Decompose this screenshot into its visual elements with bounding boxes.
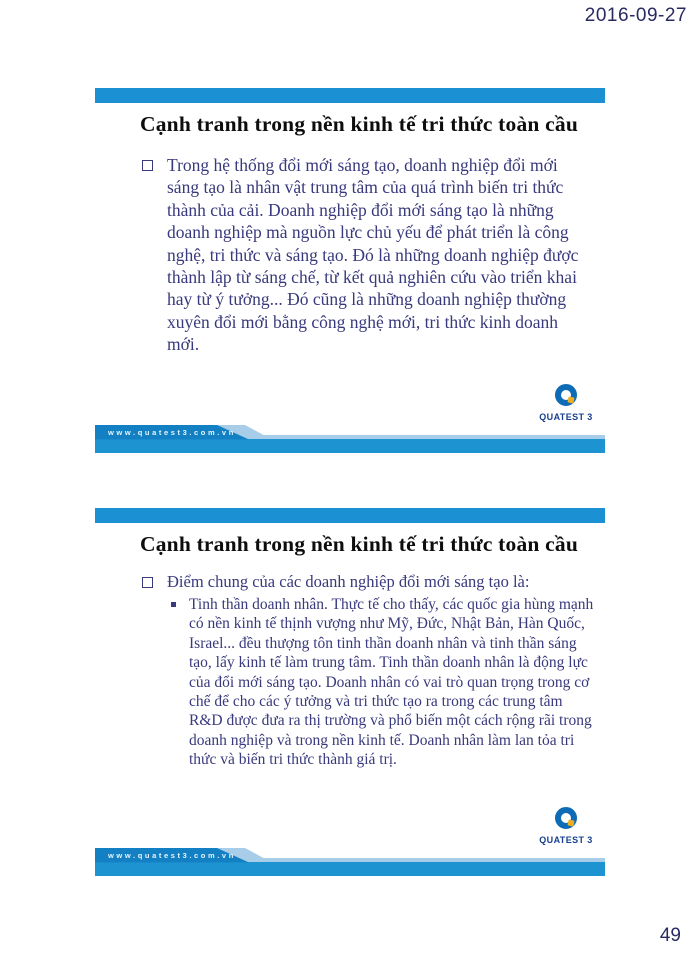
quatest3-logo xyxy=(535,807,597,845)
filled-square-bullet-icon xyxy=(171,602,176,607)
slide-top-bar xyxy=(95,508,605,523)
hollow-square-bullet-icon xyxy=(142,160,153,171)
banner-light-strip xyxy=(225,858,605,862)
slide-top-bar xyxy=(95,88,605,103)
bullet-text: Trong hệ thống đổi mới sáng tạo, doanh nghiệp đổi mới sáng tạo là nhân vật trung tâm của quá trình biến tri thức thành của cải. Doanh nghiệp đổi mới sáng tạo là những doanh nghiệp mà nguồn lực chủ yếu để phát triển là công nghệ, tri thức và sáng tạo. Đó là những doanh nghiệp được thành lập từ sáng chế, từ kết quả nghiên cứu vào triển khai hay từ ý tưởng... Đó cũng là những doanh nghiệp thường xuyên đổi mới bằng công nghệ mới, tri thức kinh doanh mới. xyxy=(167,155,579,355)
bullet-text: Điểm chung của các doanh nghiệp đổi mới sáng tạo là: xyxy=(167,572,530,591)
logo-dot-icon xyxy=(567,396,574,403)
bullet-item xyxy=(142,154,584,356)
footer-banner xyxy=(95,848,605,876)
sub-bullet-text: Tinh thần doanh nhân. Thực tế cho thấy, các quốc gia hùng mạnh có nền kinh tế thịnh vượng như Mỹ, Đức, Nhật Bản, Hàn Quốc, Israel... đều thượng tôn tinh thần doanh nhân và tinh thần sáng tạo, lấy kinh tế làm trung tâm. Tinh thần doanh nhân là động lực của đổi mới sáng tạo. Doanh nhân có vai trò quan trọng trong cơ chế để cho các ý tưởng và tri thức tạo ra trong các trung tâm R&D được đưa ra thị trường và phổ biến một cách rộng rãi trong doanh nghiệp và trong nền kinh tế. Doanh nhân làm lan tỏa tri thức và biến tri thức thành giá trị. xyxy=(189,596,594,769)
slide-2 xyxy=(95,508,605,876)
footer-url: www.quatest3.com.vn xyxy=(108,851,236,860)
header-date: 2016-09-27 xyxy=(584,5,687,26)
hollow-square-bullet-icon xyxy=(142,577,153,588)
bullet-item xyxy=(142,571,584,592)
banner-light-strip xyxy=(225,435,605,439)
slide-1 xyxy=(95,88,605,453)
logo-dot-icon xyxy=(567,819,574,826)
sub-bullet-item xyxy=(171,595,597,770)
logo-ring-icon xyxy=(555,807,577,829)
footer-url: www.quatest3.com.vn xyxy=(108,428,236,437)
quatest3-logo xyxy=(535,384,597,422)
footer-banner xyxy=(95,425,605,453)
banner-bar xyxy=(95,439,605,453)
slide-title: Cạnh tranh trong nền kinh tế tri thức toàn cầu xyxy=(140,532,579,556)
logo-text: QUATEST 3 xyxy=(539,412,593,422)
page-number: 49 xyxy=(659,925,681,946)
logo-ring-icon xyxy=(555,384,577,406)
banner-bar xyxy=(95,862,605,876)
logo-text: QUATEST 3 xyxy=(539,835,593,845)
slide-title: Cạnh tranh trong nền kinh tế tri thức toàn cầu xyxy=(140,112,579,136)
